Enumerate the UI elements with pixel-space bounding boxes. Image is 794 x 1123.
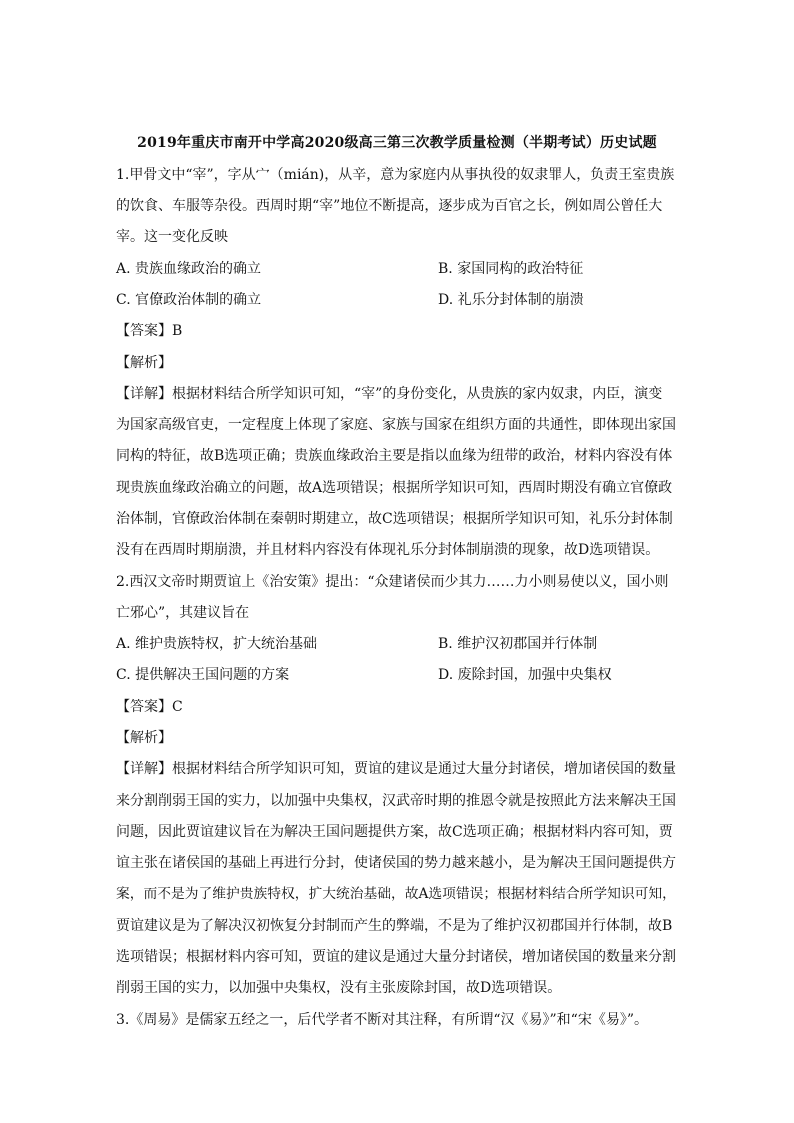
q2-option-c: C. 提供解决王国问题的方案 [116,667,290,683]
q2-analysis-label: 【解析】 [116,730,172,746]
q1-detail-line-5: 治体制，官僚政治体制在秦朝时期建立，故C选项错误；根据所学知识可知，礼乐分封体制 [116,511,673,527]
q1-detail-line-1: 【详解】根据材料结合所学知识可知，“宰”的身份变化，从贵族的家内奴隶，内臣，演变 [116,386,663,402]
q2-answer: 【答案】C [116,699,183,715]
q1-stem-line-2: 的饮食、车服等杂役。西周时期“宰”地位不断提高，逐步成为百官之长，例如周公曾任大 [116,198,663,214]
q2-detail-line-2: 来分割削弱王国的实力，以加强中央集权，汉武帝时期的推恩令就是按照此方法来解决王国 [116,793,676,809]
page-title: 2019年重庆市南开中学高2020级高三第三次教学质量检测（半期考试）历史试题 [137,135,657,151]
q1-answer: 【答案】B [116,323,183,339]
q1-detail-line-3: 同构的特征，故B选项正确；贵族血缘政治主要是指以血缘为纽带的政治，材料内容没有体 [116,448,673,464]
q1-option-d: D. 礼乐分封体制的崩溃 [438,292,584,308]
q1-stem-line-3: 宰。这一变化反映 [116,229,228,245]
q1-option-a: A. 贵族血缘政治的确立 [116,261,262,277]
q2-detail-line-7: 选项错误；根据材料内容可知，贾谊的建议是通过大量分封诸侯，增加诸侯国的数量来分割 [116,949,676,965]
q2-stem-line-1: 2.西汉文帝时期贾谊上《治安策》提出：“众建诸侯而少其力……力小则易使以义，国小则 [116,574,669,590]
q2-stem-line-2: 亡邪心”，其建议旨在 [116,605,250,621]
q1-detail-line-6: 没有在西周时期崩溃，并且材料内容没有体现礼乐分封体制崩溃的现象，故D选项错误。 [116,542,660,558]
q2-option-a: A. 维护贵族特权，扩大统治基础 [116,636,318,652]
q2-option-d: D. 废除封国，加强中央集权 [438,667,612,683]
q2-option-b: B. 维护汉初郡国并行体制 [438,636,598,652]
q2-detail-line-5: 案，而不是为了维护贵族特权，扩大统治基础，故A选项错误；根据材料结合所学知识可知， [116,886,676,902]
q1-option-c: C. 官僚政治体制的确立 [116,292,262,308]
q1-option-b: B. 家国同构的政治特征 [438,261,584,277]
q1-detail-line-2: 为国家高级官吏，一定程度上体现了家庭、家族与国家在组织方面的共通性，即体现出家国 [116,417,676,433]
q2-detail-line-3: 问题，因此贾谊建议旨在为解决王国问题提供方案，故C选项正确；根据材料内容可知，贾 [116,824,673,840]
q2-detail-line-4: 谊主张在诸侯国的基础上再进行分封，使诸侯国的势力越来越小，是为解决王国问题提供方 [116,855,676,871]
q2-detail-line-1: 【详解】根据材料结合所学知识可知，贾谊的建议是通过大量分封诸侯，增加诸侯国的数量 [116,761,676,777]
q1-analysis-label: 【解析】 [116,355,172,371]
q2-detail-line-6: 贾谊建议是为了解决汉初恢复分封制而产生的弊端，不是为了维护汉初郡国并行体制，故B [116,918,673,934]
q2-detail-line-8: 削弱王国的实力，以加强中央集权，没有主张废除封国，故D选项错误。 [116,980,562,996]
q3-stem-line-1: 3.《周易》是儒家五经之一，后代学者不断对其注释，有所谓“汉《易》”和“宋《易》”。 [116,1012,648,1028]
q1-stem-line-1: 1.甲骨文中“宰”，字从宀（mián)，从辛，意为家庭内从事执役的奴隶罪人，负责王室贵族 [116,167,675,183]
q1-detail-line-4: 现贵族血缘政治确立的问题，故A选项错误；根据所学知识可知，西周时期没有确立官僚政 [116,480,673,496]
